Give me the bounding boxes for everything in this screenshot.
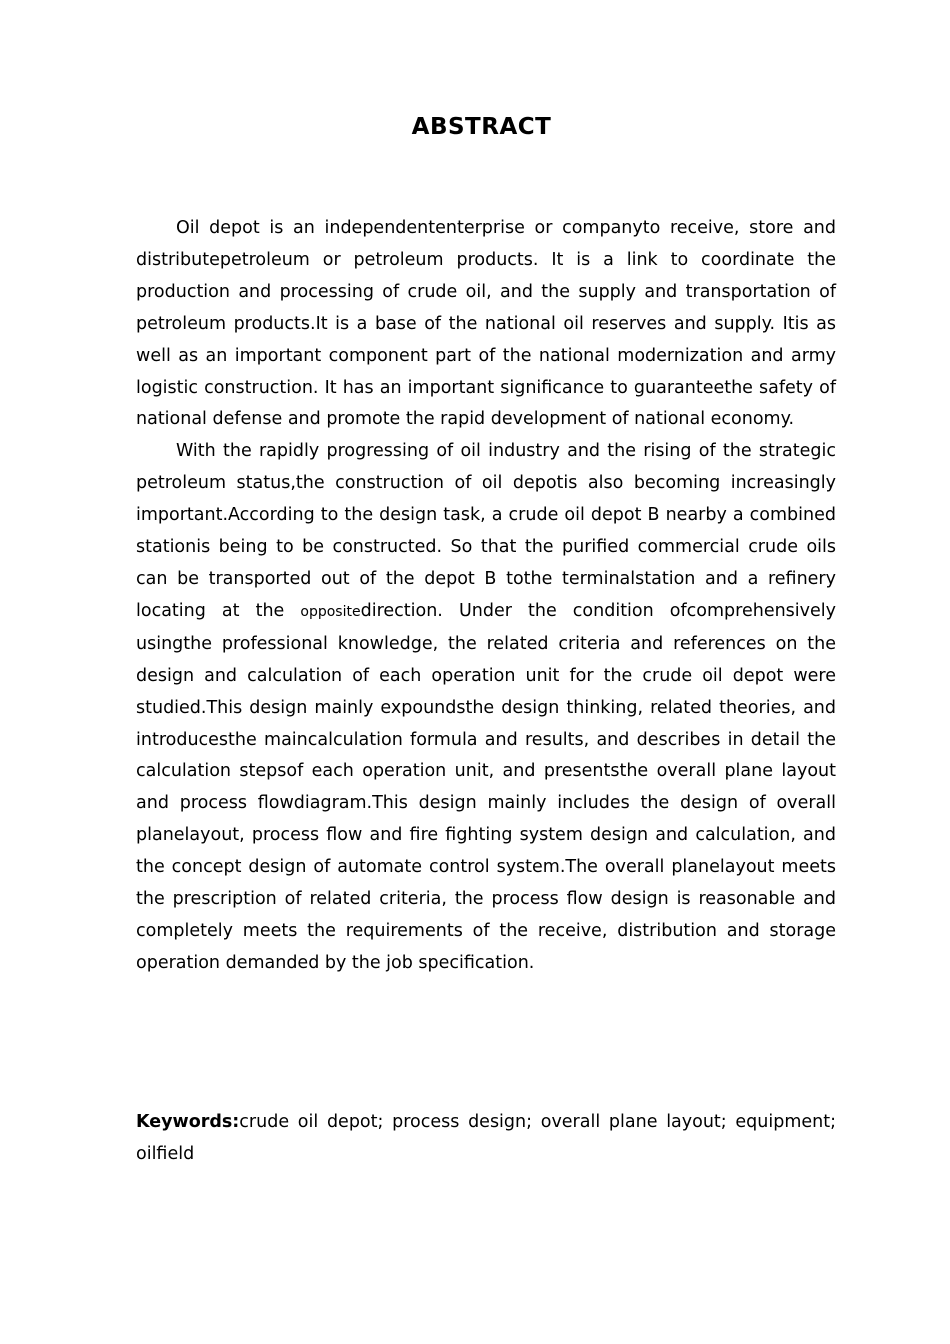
abstract-paragraph-2-part-1: With the rapidly progressing of oil industry and the rising of the strategic petroleum status,the construction of oil depotis also becoming increasingly important.According to the design task, a crude oil depot B nearby a combined stationis being to be constructed. So that the purified commercial crude oils can be transported out of the depot B tothe terminalstation and a refinery locating at the <box>136 441 836 621</box>
abstract-paragraph-2-part-2: direction. Under the condition ofcomprehensively usingthe professional knowledge, the related criteria and references on the design and calculation of each operation unit for the crude oil depot were studied.This design mainly expoundsthe design thinking, related theories, and introducesthe maincalculation formula and results, and describes in detail the calculation stepsof each operation unit, and presentsthe overall plane layout and process flowdiagram.This design mainly includes the design of overall planelayout, process flow and fire fighting system design and calculation, and the concept design of automate control system.The overall planelayout meets the prescription of related criteria, the process flow design is reasonable and completely meets the requirements of the receive, distribution and storage operation demanded by the job specification. <box>136 600 836 973</box>
abstract-body <box>136 213 836 980</box>
abstract-small-word: opposite <box>300 603 361 620</box>
page-title: ABSTRACT <box>411 114 552 140</box>
abstract-paragraph-2 <box>136 436 836 979</box>
abstract-paragraph-1: Oil depot is an independententerprise or companyto receive, store and distributepetroleum or petroleum products. It is a link to coordinate the production and processing of crude oil, and the supply and transportation of petroleum products.It is a base of the national oil reserves and supply. Itis as well as an important component part of the national modernization and army logistic construction. It has an important significance to guaranteethe safety of national defense and promote the rapid development of national economy. <box>136 218 836 430</box>
keywords-text: crude oil depot; process design; overall plane layout; equipment; oilfield <box>136 1112 836 1164</box>
keywords-line <box>136 1107 836 1171</box>
keywords-label: Keywords: <box>136 1112 240 1132</box>
